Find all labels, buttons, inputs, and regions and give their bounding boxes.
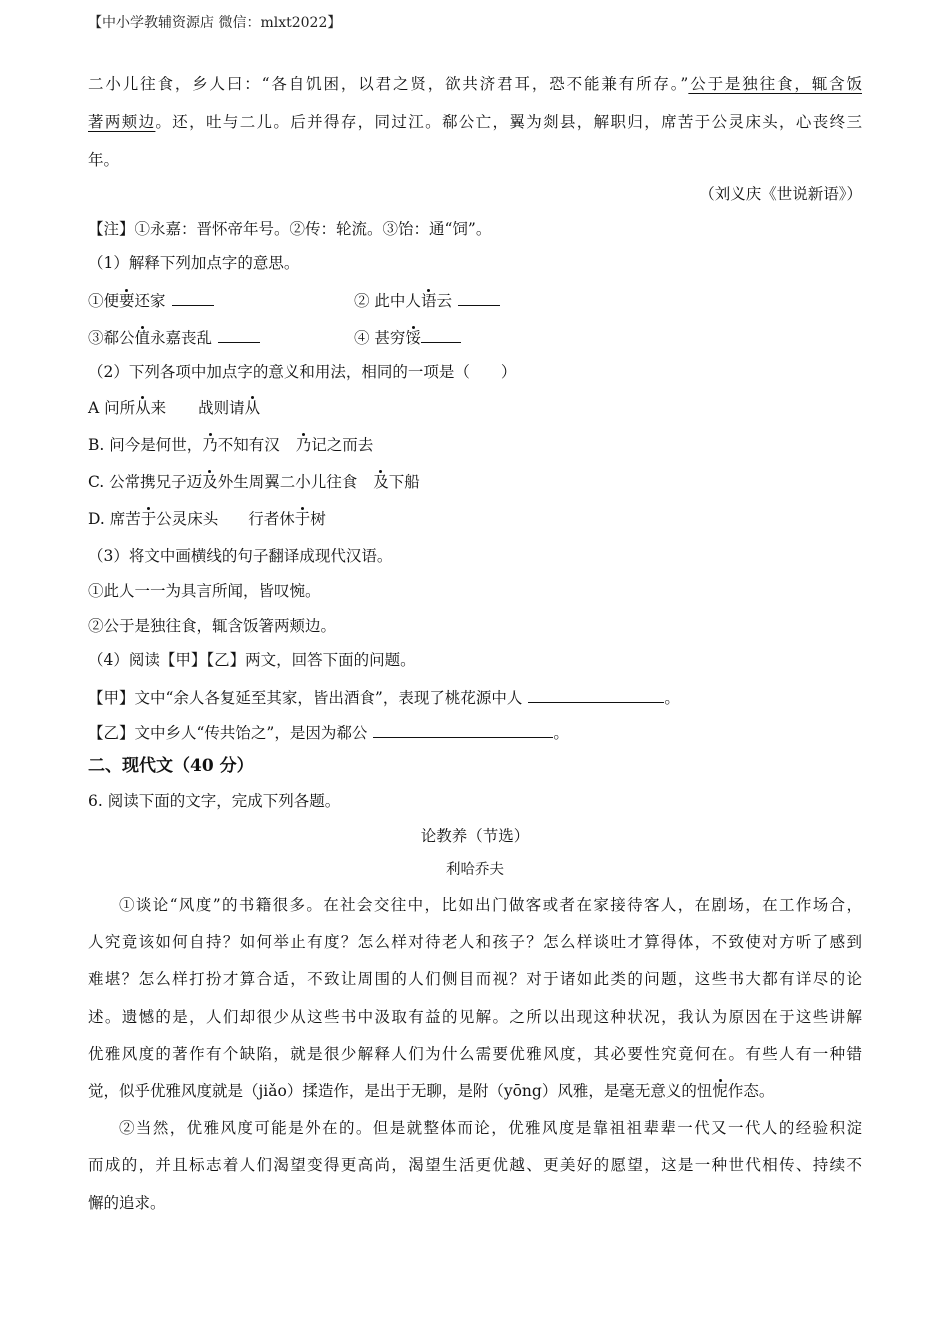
q1-item-2: ② 此中人语云: [354, 291, 500, 310]
para2-line-1: ②当然，优雅风度可能是外在的。但是就整体而论，优雅风度是靠祖祖辈辈一代又一代人的经验积淀: [119, 1119, 862, 1137]
dotted-char: 于: [294, 510, 311, 528]
answer-blank[interactable]: [218, 328, 260, 343]
answer-blank[interactable]: [172, 291, 214, 306]
q1-row-2: [88, 328, 862, 347]
para1-line-6: 觉，似乎优雅风度就是（jiǎo）揉造作，是出于无聊，是附（yōng）风雅，是毫无意义的忸怩作态。: [88, 1082, 775, 1100]
dotted-char: 语: [420, 292, 437, 310]
article-title: 论教养（节选）: [420, 827, 530, 845]
para2-line-3: 懈的追求。: [88, 1194, 166, 1212]
dotted-char: 从: [135, 399, 151, 417]
q2-prompt: （2）下列各项中加点字的意义和用法，相同的一项是（ ）: [88, 363, 517, 381]
article-author: 利哈乔夫: [446, 862, 504, 878]
answer-blank[interactable]: [458, 291, 500, 306]
q1-prompt: （1）解释下列加点字的意思。: [88, 254, 300, 272]
dotted-char: 乃: [202, 436, 218, 454]
dotted-char: 于: [140, 510, 157, 528]
dotted-char: 从: [244, 399, 261, 417]
dotted-char: 要: [119, 292, 135, 310]
passage-source: （刘义庆《世说新语》）: [699, 185, 862, 203]
q2-option-d: D. 席苦于公灵床头 行者休于树: [88, 510, 326, 528]
dotted-char: 乃: [295, 436, 312, 454]
section-title: 二、现代文（40 分）: [88, 756, 254, 776]
page-header: 【中小学教辅资源店 微信：mlxt2022】: [88, 15, 342, 31]
q3-prompt: （3）将文中画横线的句子翻译成现代汉语。: [88, 547, 393, 565]
para1-line-2: 人究竟该如何自持？如何举止有度？怎么样对待老人和孩子？怎么样谈吐才算得体，不致使对方听了感到: [88, 933, 862, 951]
q4-yi: 【乙】文中乡人“传共饴之”，是因为郗公 。: [88, 724, 569, 742]
q2-option-b: B. 问今是何世，乃不知有汉 乃记之而去: [88, 436, 374, 454]
q1-item-1: ①便要还家: [88, 292, 214, 310]
q6-prompt: 6. 阅读下面的文字，完成下列各题。: [88, 792, 341, 810]
para2-line-2: 而成的，并且标志着人们渴望变得更高尚，渴望生活更优越、更美好的愿望，这是一种世代相传、持续不: [88, 1156, 862, 1174]
answer-blank[interactable]: [421, 328, 461, 343]
underlined-sentence-part-2: 著两颊边: [88, 113, 156, 131]
underlined-sentence-part-1: 公于是独往食，辄含饭: [688, 75, 862, 93]
passage-line-2: 著两颊边。还，吐与二儿。后并得存，同过江。郗公亡，翼为剡县，解职归，席苦于公灵床头，心丧终三: [88, 113, 862, 131]
q3-item-1: ①此人一一为具言所闻，皆叹惋。: [88, 582, 321, 600]
para1-line-1: ①谈论“风度”的书籍很多。在社会交往中，比如出门做客或者在家接待客人，在剧场，在工作场合，: [119, 896, 862, 914]
q1-item-3: ③郗公值永嘉丧乱: [88, 329, 260, 347]
annotation-note: 【注】①永嘉：晋怀帝年号。②传：轮流。③饴：通“饲”。: [88, 220, 492, 238]
q1-row-1: [88, 291, 862, 310]
dotted-char: 怩: [712, 1082, 728, 1100]
dotted-char: 馁: [405, 329, 421, 347]
answer-blank[interactable]: [373, 723, 553, 738]
answer-blank[interactable]: [528, 688, 664, 703]
dotted-char: 及: [202, 473, 218, 491]
q1-item-4: ④ 甚穷馁: [354, 328, 461, 347]
passage-line-3: 年。: [88, 151, 120, 169]
para1-line-3: 难堪？怎么样打扮才算合适，不致让周围的人们侧目而视？对于诸如此类的问题，这些书大都有详尽的论: [88, 970, 862, 988]
passage-line-1: 二小儿往食，乡人曰：“各自饥困，以君之贤，欲共济君耳，恐不能兼有所存。”公于是独往食，辄含饭: [88, 75, 862, 93]
q4-jia: 【甲】文中“余人各复延至其家，皆出酒食”，表现了桃花源中人 。: [88, 689, 680, 707]
q3-item-2: ②公于是独往食，辄含饭箸两颊边。: [88, 617, 337, 635]
q4-prompt: （4）阅读【甲】【乙】两文，回答下面的问题。: [88, 651, 416, 669]
dotted-char: 值: [134, 329, 151, 347]
dotted-char: 及: [373, 473, 389, 491]
q2-option-a: A 问所从来 战则请从: [88, 399, 261, 417]
para1-line-4: 述。遗憾的是，人们却很少从这些书中汲取有益的见解。之所以出现这种状况，我认为原因在于这些讲解: [88, 1008, 862, 1026]
para1-line-5: 优雅风度的著作有个缺陷，就是很少解释人们为什么需要优雅风度，其必要性究竟何在。有些人有一种错: [88, 1045, 862, 1063]
q2-option-c: C. 公常携兄子迈及外生周翼二小儿往食 及下船: [88, 473, 420, 491]
